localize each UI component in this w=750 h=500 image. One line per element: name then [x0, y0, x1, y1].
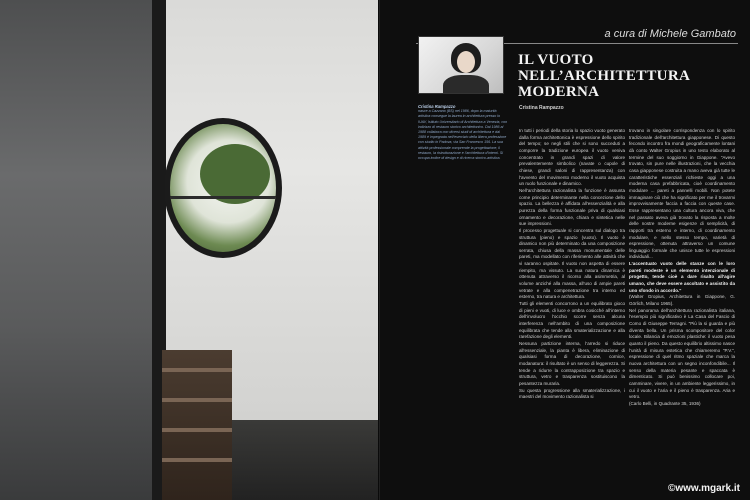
article-column-1: [519, 128, 625, 401]
window-railing: [170, 196, 276, 199]
circular-window: [164, 118, 282, 258]
paragraph: Nell’architettura razionalista la funzione è assunta come principio determinante nella concezione dello spazio. La bellezza è affidata all’essenzialità e alla purezza della forma funzionale priva di qualsiasi ornamento e decorazione, chiara e sintetica nelle sue impressioni.: [519, 187, 625, 227]
author-bio-name: Cristina Rampazzo: [418, 104, 456, 109]
paragraph: Tutti gli elementi concorrono a un equilibrato gioco di pieni e vuoti, di luce e ombra cosicché all’interno dell’involucro l’occhio scorre senza alcuna interferenza nell’ambito di una composizione equilibrata che tende alla smaterializzazione e alla rarefazione degli elementi.: [519, 301, 625, 340]
paragraph: Su questa progressione alla smaterializzazione, i maestri del movimento razionalista si: [519, 387, 625, 400]
paragraph: In tutti i periodi della storia lo spazio vuoto generato dalla forma architettonica è espressione dello spirito del tempo; se negli stili che si sono succeduti a comporre la tradizione europea il vuoto veniva concentrato in grandi spazi di valore prevalentemente simbolico (navate o cupole di chiese, grandi saloni di rappresentanza) con l’avvento del movimento moderno il vuoto acquista un ruolo funzionale e dinamico.: [519, 128, 625, 187]
article-column-2: [629, 128, 735, 408]
paragraph: Il processo progettuale si concentra sul dialogo tra struttura (pieno) e spazio (vuoto). Il vuoto è dinamico non più determinato da una composizione serrata, chiusa della massa monumentale delle pareti, ma modellato con riferimento alle attività che vi saranno ospitate. Il vuoto non aspetta di essere riempito, ma vissuto. La sua natura dinamica è ottenuta attraverso il ricorso alla asimmetria, al volume anziché alla massa, all’uso di ampie pareti vetrate e alla compenetrazione tra interno ed esterno, tra natura e architettura.: [519, 227, 625, 300]
article-title: [518, 52, 738, 100]
title-line-2: NELL’ARCHITETTURA: [518, 68, 691, 84]
footer-url[interactable]: ©www.mgark.it: [667, 483, 740, 494]
staircase: [162, 350, 232, 500]
tree-foliage: [200, 144, 270, 204]
title-line-1: IL VUOTO: [518, 52, 594, 68]
author-bio-text: nasce a Cazzano (BS) nel 1986, dopo la maturità artistica consegue la laurea in architettura presso lo IUAV, Istituto Universitario di Architettura a Venezia, con indirizzo di restauro storico architettonico. Dal 1986 al 1988 collabora con diversi studi di architettura e dal 1989 è impegnata nell’esercizio della libera professione con studio in Padova, via San Francesco 156. La sua attività professionale comprende la progettazione, il restauro, la ristrutturazione e l’architettura d’interni. Si occupa inoltre di design e di ricerca storico-artistica.: [418, 109, 508, 161]
paragraph: trovano in singolare corrispondenza con lo spirito tradizionale dell’architettura giapponese. Di questo fecondo incontro fra mondi geograficamente lontani dà conto Walter Gropius in uno testo elaborato al termine del suo soggiorno in Giappone. "Avevo trovato, sin pure nelle illustrazioni, che la vecchia casa giapponese costruita a mano aveva già tutte le caratteristiche essenziali richieste oggi a una moderna casa prefabbricata, cioè coordinamento modulare ... pareti a pannelli mobili. Non potete immaginare ciò che ha significato per me il trovarmi improvvisamente faccia a faccia con queste case. Esse rappresentano una cultura ancora viva, che nel passato aveva già trovato la risposta a molte delle nostre moderne esigenze di semplicità, di rapporti tra esterno e interno, di coordinamento modulare, e nello stesso tempo, varietà di espressione, ottenuta attraverso un comune linguaggio formale che unisce tutte le espressioni individuali...: [629, 128, 735, 260]
highlighted-quote: L’accentuato vuoto delle stanze con le loro pareti modeste è un elemento intenzionale di progetto, tende cioè a dare risalto all’agire umano, che deve essere ascoltato e assistito da uno sfondo in accordo.": [629, 261, 735, 293]
floor: [232, 420, 380, 500]
title-line-3: MODERNA: [518, 84, 600, 100]
paragraph: (Walter Gropius, Architettura in Giappone, G. Görlich, Milano 1965).: [629, 294, 735, 307]
paragraph: (Carlo Belli, in Quadrante 35, 1936): [629, 400, 701, 406]
header-credit: a cura di Michele Gambato: [604, 28, 736, 40]
author-bio: [418, 104, 508, 161]
article-page: [380, 0, 750, 500]
author-portrait: [418, 36, 504, 94]
paragraph: Nel panorama dell’architettura razionalista italiana, l’esempio più significativo è La Casa del Fascio di Como di Giuseppe Terragni. "Più la si guarda e più diventa bella. Un prisma scompositore del color locale. Bilancia di emozioni plastiche: il vuoto pesa quanto il pieno. Da questo equilibrio altissimo nasce l’unità di misura estetica che chiameremo "P.V.", espressione di quel ritmo spaziale che marca la nuova architettura con un segno inconfondibile... Il senso della materia pesante e spaccata è dimenticato. Si può benissimo collocare poi, camminare, vivere, in un ambiente leggerissimo, in cui il vuoto e l’aria e il pieno è trasparenza. Aria e vetro.: [629, 307, 735, 400]
article-byline: Cristina Rampazzo: [519, 105, 564, 111]
paragraph: Nessuna partizione interna, l’arredo si riduce all’essenziale, la pianta è libera, eliminazione di qualsiasi forma di decorazione, cornice, modanatura: il risultato è un senso di leggerezza. Si tende a ridurre la contrapposizione tra spazio e struttura, vetro e trasparenza sostituiscono la pesantezza muraria.: [519, 341, 625, 386]
frosted-glass-panel: [0, 0, 152, 500]
